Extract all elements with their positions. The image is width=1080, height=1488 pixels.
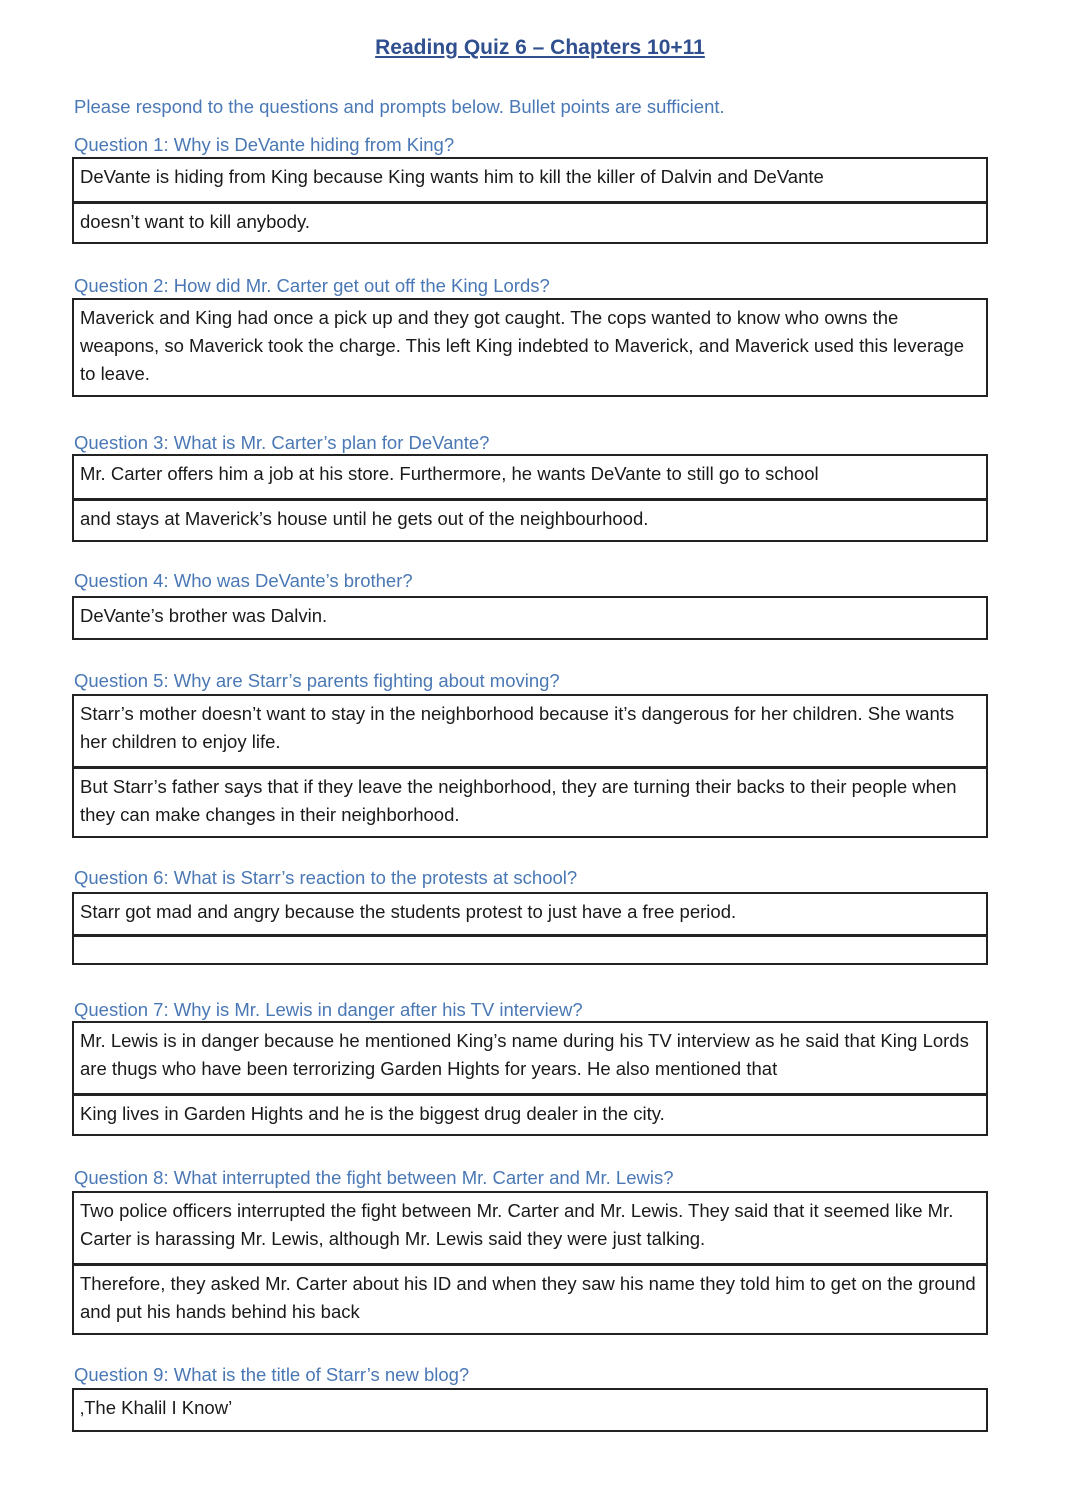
question-2-prompt: Question 2: How did Mr. Carter get out off the King Lords? xyxy=(74,275,550,296)
answer-row[interactable]: ‚The Khalil I Know’ xyxy=(80,1397,233,1418)
answer-row[interactable]: Two police officers interrupted the fight between Mr. Carter and Mr. Lewis. They said that it seemed like Mr. Carter is harassing Mr. Lewis, although Mr. Lewis said they were just talking. xyxy=(80,1200,954,1249)
question-5-prompt: Question 5: Why are Starr’s parents fighting about moving? xyxy=(74,670,560,691)
instructions: Please respond to the questions and prompts below. Bullet points are sufficient. xyxy=(74,96,725,117)
answer-row[interactable]: and stays at Maverick’s house until he gets out of the neighbourhood. xyxy=(74,498,986,540)
question-6-prompt: Question 6: What is Starr’s reaction to the protests at school? xyxy=(74,867,578,888)
answer-row[interactable]: DeVante is hiding from King because King wants him to kill the killer of Dalvin and DeVante xyxy=(80,166,824,187)
answer-row[interactable]: Mr. Lewis is in danger because he mentioned King’s name during his TV interview as he said that King Lords are thugs who have been terrorizing Garden Hights for years. He also mentioned that xyxy=(80,1030,969,1079)
answer-row[interactable]: Therefore, they asked Mr. Carter about his ID and when they saw his name they told him to get on the ground and put his hands behind his back xyxy=(74,1263,986,1333)
answer-row[interactable]: Starr’s mother doesn’t want to stay in the neighborhood because it’s dangerous for her children. She wants her children to enjoy life. xyxy=(80,703,955,752)
answer-row[interactable]: Starr got mad and angry because the students protest to just have a free period. xyxy=(80,901,737,922)
question-2-answer-box xyxy=(72,298,988,397)
answer-row[interactable]: Mr. Carter offers him a job at his store. Furthermore, he wants DeVante to still go to school xyxy=(80,463,819,484)
answer-row[interactable]: doesn’t want to kill anybody. xyxy=(74,201,986,242)
question-8-answer-box xyxy=(72,1191,988,1335)
page-title: Reading Quiz 6 – Chapters 10+11 xyxy=(375,36,705,59)
question-7-prompt: Question 7: Why is Mr. Lewis in danger after his TV interview? xyxy=(74,999,583,1020)
question-3-prompt: Question 3: What is Mr. Carter’s plan for DeVante? xyxy=(74,432,490,453)
question-7-answer-box xyxy=(72,1021,988,1136)
question-3-answer-box xyxy=(72,454,988,542)
question-6-answer-box xyxy=(72,892,988,965)
answer-row[interactable]: King lives in Garden Hights and he is the biggest drug dealer in the city. xyxy=(74,1093,986,1134)
question-1-answer-box xyxy=(72,157,988,244)
answer-row[interactable]: DeVante’s brother was Dalvin. xyxy=(80,605,328,626)
answer-row[interactable] xyxy=(74,934,986,963)
question-4-answer-box xyxy=(72,596,988,640)
question-9-prompt: Question 9: What is the title of Starr’s new blog? xyxy=(74,1364,470,1385)
answer-row[interactable]: Maverick and King had once a pick up and they got caught. The cops wanted to know who owns the weapons, so Maverick took the charge. This left King indebted to Maverick, and Maverick used this leverage to leave. xyxy=(80,307,964,384)
answer-row[interactable]: But Starr’s father says that if they leave the neighborhood, they are turning their backs to their people when they can make changes in their neighborhood. xyxy=(74,766,986,836)
question-9-answer-box xyxy=(72,1388,988,1432)
question-4-prompt: Question 4: Who was DeVante’s brother? xyxy=(74,570,413,591)
question-1-prompt: Question 1: Why is DeVante hiding from King? xyxy=(74,134,455,155)
question-8-prompt: Question 8: What interrupted the fight between Mr. Carter and Mr. Lewis? xyxy=(74,1167,674,1188)
question-5-answer-box xyxy=(72,694,988,838)
